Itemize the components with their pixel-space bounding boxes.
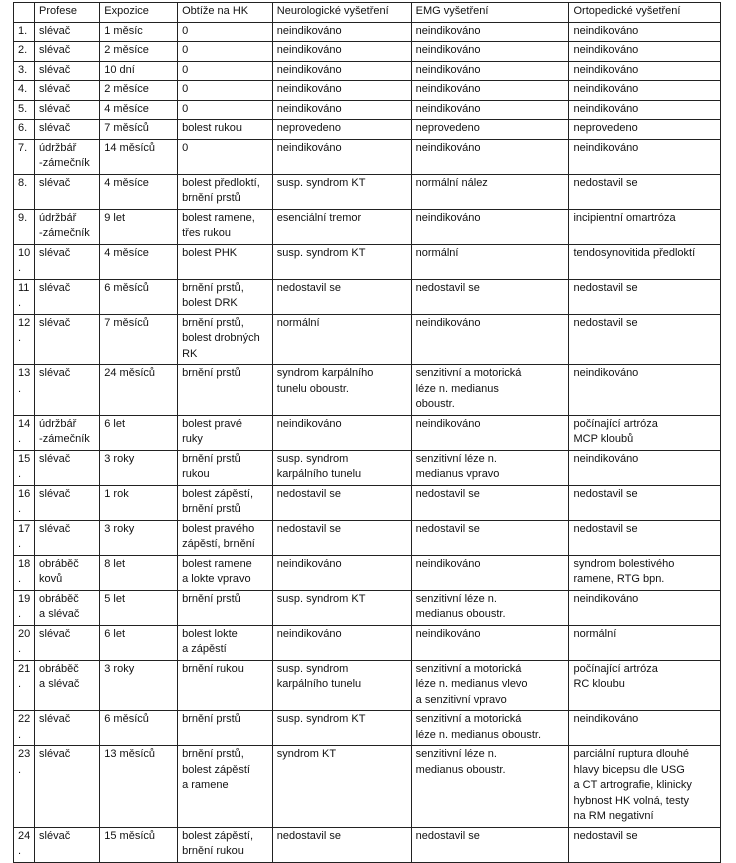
cell-exposure: 7 měsíců	[100, 314, 178, 365]
cell-emg: senzitivní a motorická léze n. medianus oboustr.	[411, 711, 569, 746]
cell-neurology: susp. syndrom KT	[272, 244, 411, 279]
cell-number: 16.	[14, 485, 35, 520]
cell-profession: slévač	[35, 827, 100, 862]
cell-profession: slévač	[35, 625, 100, 660]
header-number	[14, 3, 35, 23]
cell-profession: obráběč a slévač	[35, 590, 100, 625]
cell-profession: slévač	[35, 450, 100, 485]
cell-profession: slévač	[35, 174, 100, 209]
cell-number: 19.	[14, 590, 35, 625]
cell-emg: neindikováno	[411, 42, 569, 62]
cell-emg: normální	[411, 244, 569, 279]
table-row	[14, 520, 721, 555]
cell-exposure: 1 rok	[100, 485, 178, 520]
cell-emg: senzitivní a motorická léze n. medianus oboustr.	[411, 365, 569, 416]
results-table	[13, 2, 721, 863]
cell-complaints: brnění prstů	[178, 590, 273, 625]
cell-orthopedic: parciální ruptura dlouhé hlavy bicepsu dle USG a CT artrografie, klinicky hybnost HK volná, testy na RM negativní	[569, 746, 721, 828]
cell-exposure: 10 dní	[100, 61, 178, 81]
cell-neurology: neindikováno	[272, 625, 411, 660]
cell-orthopedic: neindikováno	[569, 22, 721, 42]
cell-number: 23.	[14, 746, 35, 828]
table-row	[14, 22, 721, 42]
cell-complaints: brnění prstů rukou	[178, 450, 273, 485]
cell-emg: neindikováno	[411, 209, 569, 244]
cell-profession: údržbář -zámečník	[35, 209, 100, 244]
cell-exposure: 13 měsíců	[100, 746, 178, 828]
cell-profession: údržbář -zámečník	[35, 415, 100, 450]
cell-emg: senzitivní a motorická léze n. medianus vlevo a senzitivní vpravo	[411, 660, 569, 711]
header-exposure: Expozice	[100, 3, 178, 23]
table-row	[14, 625, 721, 660]
header-profession: Profese	[35, 3, 100, 23]
cell-number: 2.	[14, 42, 35, 62]
cell-exposure: 3 roky	[100, 520, 178, 555]
cell-exposure: 9 let	[100, 209, 178, 244]
cell-neurology: nedostavil se	[272, 279, 411, 314]
cell-complaints: bolest ramene, třes rukou	[178, 209, 273, 244]
header-emg: EMG vyšetření	[411, 3, 569, 23]
cell-complaints: 0	[178, 81, 273, 101]
cell-complaints: bolest rukou	[178, 120, 273, 140]
cell-emg: neindikováno	[411, 625, 569, 660]
table-row	[14, 485, 721, 520]
cell-exposure: 2 měsíce	[100, 42, 178, 62]
table-header-row	[14, 3, 721, 23]
cell-exposure: 4 měsíce	[100, 244, 178, 279]
cell-complaints: bolest PHK	[178, 244, 273, 279]
table-row	[14, 415, 721, 450]
cell-complaints: bolest pravého zápěstí, brnění	[178, 520, 273, 555]
cell-orthopedic: neindikováno	[569, 450, 721, 485]
cell-profession: slévač	[35, 746, 100, 828]
cell-orthopedic: incipientní omartróza	[569, 209, 721, 244]
cell-complaints: bolest předloktí, brnění prstů	[178, 174, 273, 209]
cell-neurology: neindikováno	[272, 139, 411, 174]
cell-profession: slévač	[35, 485, 100, 520]
cell-profession: slévač	[35, 244, 100, 279]
cell-number: 6.	[14, 120, 35, 140]
cell-complaints: brnění rukou	[178, 660, 273, 711]
cell-emg: neindikováno	[411, 100, 569, 120]
cell-orthopedic: neprovedeno	[569, 120, 721, 140]
cell-orthopedic: neindikováno	[569, 81, 721, 101]
cell-orthopedic: tendosynovitida předloktí	[569, 244, 721, 279]
cell-number: 12.	[14, 314, 35, 365]
cell-number: 15.	[14, 450, 35, 485]
table-row	[14, 746, 721, 828]
cell-neurology: syndrom KT	[272, 746, 411, 828]
table-body	[14, 22, 721, 862]
cell-emg: neindikováno	[411, 139, 569, 174]
cell-profession: slévač	[35, 22, 100, 42]
cell-exposure: 7 měsíců	[100, 120, 178, 140]
table-row	[14, 365, 721, 416]
cell-orthopedic: normální	[569, 625, 721, 660]
cell-emg: nedostavil se	[411, 827, 569, 862]
cell-complaints: bolest pravé ruky	[178, 415, 273, 450]
table-row	[14, 660, 721, 711]
header-complaints: Obtíže na HK	[178, 3, 273, 23]
cell-orthopedic: nedostavil se	[569, 279, 721, 314]
cell-orthopedic: nedostavil se	[569, 314, 721, 365]
table-row	[14, 555, 721, 590]
table-row	[14, 42, 721, 62]
cell-orthopedic: počínající artróza RC kloubu	[569, 660, 721, 711]
cell-emg: neindikováno	[411, 415, 569, 450]
cell-complaints: 0	[178, 139, 273, 174]
cell-emg: nedostavil se	[411, 520, 569, 555]
cell-orthopedic: syndrom bolestivého ramene, RTG bpn.	[569, 555, 721, 590]
cell-number: 4.	[14, 81, 35, 101]
cell-number: 8.	[14, 174, 35, 209]
table-row	[14, 314, 721, 365]
cell-profession: slévač	[35, 120, 100, 140]
cell-complaints: brnění prstů, bolest drobných RK	[178, 314, 273, 365]
table-row	[14, 120, 721, 140]
cell-orthopedic: počínající artróza MCP kloubů	[569, 415, 721, 450]
table-row	[14, 174, 721, 209]
cell-number: 11.	[14, 279, 35, 314]
cell-complaints: brnění prstů, bolest zápěstí a ramene	[178, 746, 273, 828]
cell-neurology: nedostavil se	[272, 485, 411, 520]
table-row	[14, 711, 721, 746]
cell-orthopedic: neindikováno	[569, 365, 721, 416]
cell-orthopedic: neindikováno	[569, 61, 721, 81]
cell-number: 5.	[14, 100, 35, 120]
cell-number: 13.	[14, 365, 35, 416]
cell-exposure: 3 roky	[100, 660, 178, 711]
cell-neurology: neindikováno	[272, 61, 411, 81]
cell-exposure: 6 měsíců	[100, 711, 178, 746]
cell-complaints: 0	[178, 22, 273, 42]
cell-complaints: bolest zápěstí, brnění prstů	[178, 485, 273, 520]
cell-exposure: 6 let	[100, 415, 178, 450]
cell-emg: nedostavil se	[411, 485, 569, 520]
cell-profession: slévač	[35, 42, 100, 62]
cell-neurology: neindikováno	[272, 415, 411, 450]
cell-orthopedic: nedostavil se	[569, 520, 721, 555]
cell-neurology: susp. syndrom karpálního tunelu	[272, 450, 411, 485]
cell-complaints: 0	[178, 61, 273, 81]
cell-emg: neindikováno	[411, 61, 569, 81]
cell-orthopedic: nedostavil se	[569, 485, 721, 520]
header-neurology: Neurologické vyšetření	[272, 3, 411, 23]
cell-orthopedic: neindikováno	[569, 590, 721, 625]
cell-exposure: 24 měsíců	[100, 365, 178, 416]
cell-exposure: 3 roky	[100, 450, 178, 485]
cell-profession: slévač	[35, 711, 100, 746]
cell-complaints: brnění prstů	[178, 365, 273, 416]
cell-neurology: neindikováno	[272, 81, 411, 101]
cell-emg: senzitivní léze n. medianus oboustr.	[411, 746, 569, 828]
cell-emg: neindikováno	[411, 555, 569, 590]
cell-complaints: bolest ramene a lokte vpravo	[178, 555, 273, 590]
cell-exposure: 2 měsíce	[100, 81, 178, 101]
cell-number: 20.	[14, 625, 35, 660]
cell-neurology: neindikováno	[272, 555, 411, 590]
cell-profession: údržbář -zámečník	[35, 139, 100, 174]
table-row	[14, 100, 721, 120]
cell-number: 17.	[14, 520, 35, 555]
table-row	[14, 827, 721, 862]
cell-number: 18.	[14, 555, 35, 590]
cell-number: 3.	[14, 61, 35, 81]
cell-neurology: susp. syndrom KT	[272, 711, 411, 746]
cell-complaints: 0	[178, 100, 273, 120]
cell-number: 14.	[14, 415, 35, 450]
cell-number: 22.	[14, 711, 35, 746]
cell-emg: senzitivní léze n. medianus vpravo	[411, 450, 569, 485]
cell-complaints: bolest lokte a zápěstí	[178, 625, 273, 660]
cell-complaints: 0	[178, 42, 273, 62]
cell-profession: obráběč a slévač	[35, 660, 100, 711]
cell-number: 24.	[14, 827, 35, 862]
cell-profession: slévač	[35, 81, 100, 101]
cell-emg: neindikováno	[411, 22, 569, 42]
cell-neurology: susp. syndrom KT	[272, 590, 411, 625]
header-orthopedic: Ortopedické vyšetření	[569, 3, 721, 23]
table-row	[14, 590, 721, 625]
cell-neurology: syndrom karpálního tunelu oboustr.	[272, 365, 411, 416]
cell-exposure: 6 let	[100, 625, 178, 660]
cell-emg: neindikováno	[411, 81, 569, 101]
cell-number: 9.	[14, 209, 35, 244]
cell-orthopedic: nedostavil se	[569, 174, 721, 209]
cell-exposure: 15 měsíců	[100, 827, 178, 862]
cell-complaints: bolest zápěstí, brnění rukou	[178, 827, 273, 862]
cell-emg: neprovedeno	[411, 120, 569, 140]
cell-exposure: 4 měsíce	[100, 174, 178, 209]
cell-neurology: neindikováno	[272, 42, 411, 62]
cell-exposure: 6 měsíců	[100, 279, 178, 314]
table-row	[14, 81, 721, 101]
cell-exposure: 8 let	[100, 555, 178, 590]
table-row	[14, 450, 721, 485]
cell-emg: normální nález	[411, 174, 569, 209]
cell-neurology: neindikováno	[272, 100, 411, 120]
cell-complaints: brnění prstů, bolest DRK	[178, 279, 273, 314]
cell-neurology: neindikováno	[272, 22, 411, 42]
cell-neurology: susp. syndrom karpálního tunelu	[272, 660, 411, 711]
cell-orthopedic: neindikováno	[569, 711, 721, 746]
cell-exposure: 14 měsíců	[100, 139, 178, 174]
cell-profession: slévač	[35, 100, 100, 120]
table-container	[13, 2, 721, 863]
cell-orthopedic: neindikováno	[569, 42, 721, 62]
cell-profession: obráběč kovů	[35, 555, 100, 590]
cell-profession: slévač	[35, 520, 100, 555]
cell-profession: slévač	[35, 314, 100, 365]
cell-neurology: nedostavil se	[272, 520, 411, 555]
cell-emg: nedostavil se	[411, 279, 569, 314]
cell-profession: slévač	[35, 365, 100, 416]
cell-exposure: 1 měsíc	[100, 22, 178, 42]
cell-exposure: 5 let	[100, 590, 178, 625]
cell-number: 7.	[14, 139, 35, 174]
table-row	[14, 209, 721, 244]
cell-emg: senzitivní léze n. medianus oboustr.	[411, 590, 569, 625]
cell-neurology: esenciální tremor	[272, 209, 411, 244]
cell-orthopedic: nedostavil se	[569, 827, 721, 862]
cell-number: 1.	[14, 22, 35, 42]
cell-orthopedic: neindikováno	[569, 139, 721, 174]
cell-complaints: brnění prstů	[178, 711, 273, 746]
cell-number: 21.	[14, 660, 35, 711]
cell-exposure: 4 měsíce	[100, 100, 178, 120]
cell-neurology: normální	[272, 314, 411, 365]
cell-neurology: neprovedeno	[272, 120, 411, 140]
cell-number: 10.	[14, 244, 35, 279]
cell-orthopedic: neindikováno	[569, 100, 721, 120]
table-row	[14, 139, 721, 174]
cell-profession: slévač	[35, 279, 100, 314]
cell-neurology: susp. syndrom KT	[272, 174, 411, 209]
table-row	[14, 279, 721, 314]
cell-profession: slévač	[35, 61, 100, 81]
cell-neurology: nedostavil se	[272, 827, 411, 862]
table-row	[14, 61, 721, 81]
cell-emg: neindikováno	[411, 314, 569, 365]
table-row	[14, 244, 721, 279]
